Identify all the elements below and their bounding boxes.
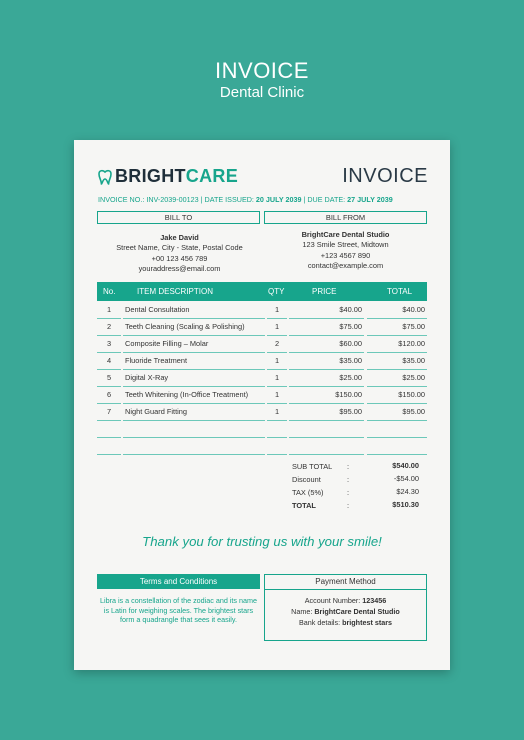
bill-to-block [97, 233, 262, 275]
brand-name-part2: CARE [185, 166, 238, 186]
discount-value: -$54.00 [393, 474, 419, 483]
payment-method-box [264, 574, 427, 641]
row-price: $75.00 [289, 319, 364, 336]
row-description: Dental Consultation [123, 302, 265, 319]
table-row [97, 387, 427, 404]
bill-to-address: Street Name, City - State, Postal Code [116, 243, 243, 253]
row-no: 4 [97, 353, 121, 370]
table-row [97, 319, 427, 336]
col-description-header: ITEM DESCRIPTION [137, 287, 214, 296]
bill-from-header: BILL FROM [264, 211, 427, 224]
invoice-number: INVOICE NO.: INV-2039-00123 | DATE ISSUED: [98, 195, 256, 204]
row-qty: 2 [267, 336, 287, 353]
row-description: Fluoride Treatment [123, 353, 265, 370]
payment-header: Payment Method [265, 575, 426, 590]
bill-from-name: BrightCare Dental Studio [301, 230, 390, 239]
account-label: Account Number: [304, 596, 363, 605]
row-total: $25.00 [367, 370, 427, 387]
bill-from-email: contact@example.com [307, 261, 384, 271]
row-no: 5 [97, 370, 121, 387]
tooth-icon [98, 169, 112, 185]
row-qty: 1 [267, 404, 287, 421]
row-price: $40.00 [289, 302, 364, 319]
row-total: $75.00 [367, 319, 427, 336]
due-label: | DUE DATE: [301, 195, 348, 204]
invoice-meta [98, 195, 428, 204]
row-qty [267, 438, 287, 455]
row-description: Teeth Whitening (In-Office Treatment) [123, 387, 265, 404]
bank-details: brightest stars [342, 618, 393, 627]
row-total: $95.00 [367, 404, 427, 421]
col-total-header: TOTAL [387, 287, 413, 296]
payment-name [265, 607, 426, 616]
row-description: Teeth Cleaning (Scaling & Polishing) [123, 319, 265, 336]
col-qty-header: QTY [268, 287, 285, 296]
discount-label: Discount [292, 475, 321, 484]
thank-you-message: Thank you for trusting us with your smile! [142, 534, 382, 549]
row-total: $150.00 [367, 387, 427, 404]
table-row [97, 336, 427, 353]
discount-sep: : [347, 475, 350, 484]
row-qty: 1 [267, 319, 287, 336]
invoice-page [74, 140, 450, 670]
total-sep: : [347, 501, 350, 510]
table-row [97, 370, 427, 387]
payment-bank [265, 618, 426, 627]
row-qty [267, 421, 287, 438]
table-row [97, 438, 427, 455]
row-total: $40.00 [367, 302, 427, 319]
table-row [97, 302, 427, 319]
row-price [289, 438, 364, 455]
bill-to-header: BILL TO [97, 211, 260, 224]
row-description [123, 421, 265, 438]
banner-subtitle: Dental Clinic [219, 84, 305, 101]
bill-from-phone: +123 4567 890 [320, 250, 371, 260]
row-no: 1 [97, 302, 121, 319]
col-no-header: No. [103, 287, 116, 296]
row-qty: 1 [267, 370, 287, 387]
table-row [97, 421, 427, 438]
total-label: TOTAL [292, 501, 316, 510]
row-price: $25.00 [289, 370, 364, 387]
row-no [97, 421, 121, 438]
row-total [367, 438, 427, 455]
total-value: $510.30 [392, 500, 419, 509]
date-issued: 20 JULY 2039 [255, 195, 302, 204]
document-title: INVOICE [342, 165, 428, 187]
bank-label: Bank details: [298, 618, 343, 627]
table-row [97, 404, 427, 421]
row-no: 6 [97, 387, 121, 404]
row-total: $35.00 [367, 353, 427, 370]
bill-to-name: Jake David [160, 233, 199, 242]
row-total [367, 421, 427, 438]
row-qty: 1 [267, 302, 287, 319]
payee-name: BrightCare Dental Studio [314, 607, 400, 616]
due-date: 27 JULY 2039 [347, 195, 393, 204]
bill-to-phone: +00 123 456 789 [151, 253, 208, 263]
row-no: 7 [97, 404, 121, 421]
bill-from-block [263, 230, 428, 272]
row-price: $150.00 [289, 387, 364, 404]
payment-account [265, 596, 426, 605]
brand-logo [98, 166, 238, 187]
subtotal-label: SUB TOTAL [292, 462, 333, 471]
table-row [97, 353, 427, 370]
payee-label: Name: [291, 607, 315, 616]
row-no: 3 [97, 336, 121, 353]
row-qty: 1 [267, 387, 287, 404]
row-description: Digital X-Ray [123, 370, 265, 387]
account-number: 123456 [362, 596, 387, 605]
row-price: $35.00 [289, 353, 364, 370]
row-description [123, 438, 265, 455]
tax-sep: : [347, 488, 350, 497]
brand-name-part1: BRIGHT [115, 166, 186, 186]
row-qty: 1 [267, 353, 287, 370]
tax-value: $24.30 [396, 487, 419, 496]
row-no [97, 438, 121, 455]
items-table-header [97, 282, 427, 301]
bill-from-address: 123 Smile Street, Midtown [302, 240, 389, 250]
row-price: $60.00 [289, 336, 364, 353]
row-price: $95.00 [289, 404, 364, 421]
subtotal-value: $540.00 [392, 461, 419, 470]
row-no: 2 [97, 319, 121, 336]
tax-label: TAX (5%) [292, 488, 324, 497]
row-price [289, 421, 364, 438]
terms-header: Terms and Conditions [97, 574, 260, 589]
col-price-header: PRICE [312, 287, 337, 296]
terms-text: Libra is a constellation of the zodiac and its name is Latin for weighing scales. The brightest stars form a quadrangle that sees it easily. [99, 596, 258, 625]
row-description: Composite Filling – Molar [123, 336, 265, 353]
banner-title: INVOICE [215, 58, 309, 83]
subtotal-sep: : [347, 462, 350, 471]
row-total: $120.00 [367, 336, 427, 353]
bill-to-email: youraddress@email.com [138, 264, 221, 274]
row-description: Night Guard Fitting [123, 404, 265, 421]
